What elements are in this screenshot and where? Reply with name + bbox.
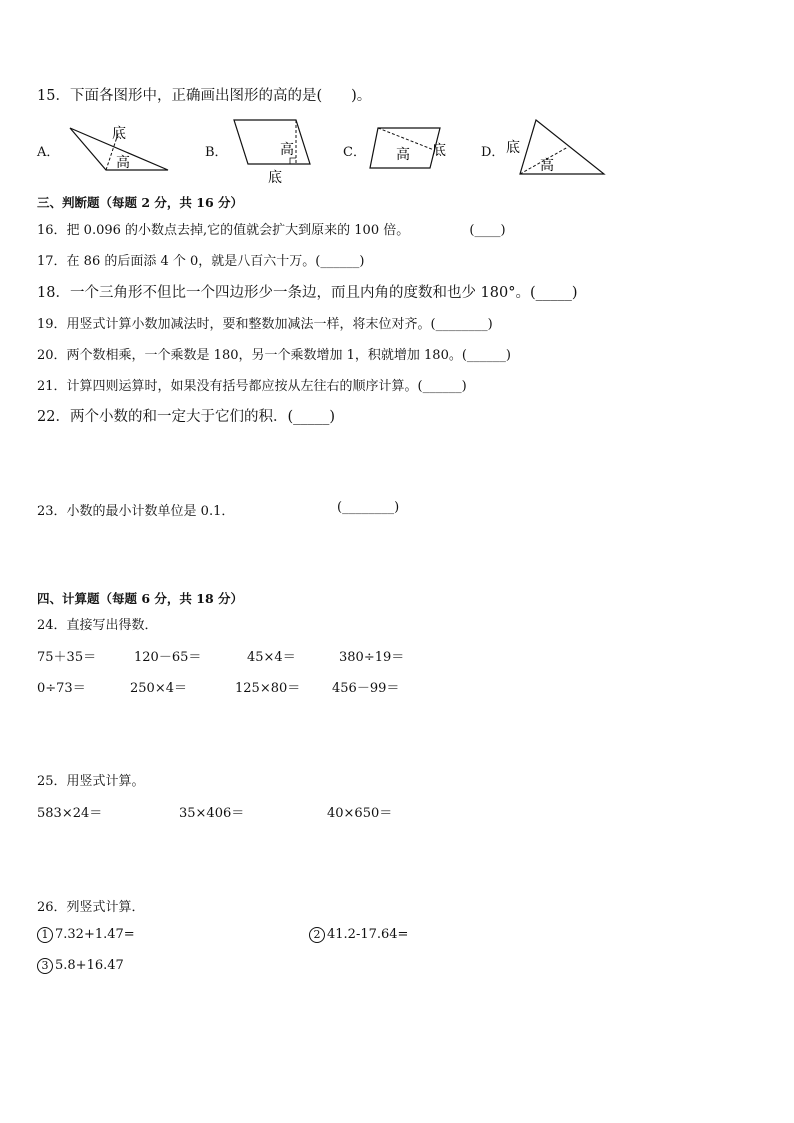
figure-c-height-label: 高 xyxy=(396,147,410,163)
q25-item-2: 35×406＝ xyxy=(179,806,245,821)
figure-a-base-label: 底 xyxy=(112,126,126,142)
question-23-text: 23．小数的最小计数单位是 0.1． xyxy=(37,504,235,519)
question-24-title: 24．直接写出得数． xyxy=(37,618,158,633)
q26-item-3 xyxy=(37,958,124,974)
question-16 xyxy=(37,219,506,238)
q24-item-3: 45×4＝ xyxy=(247,650,296,665)
question-26-title: 26．列竖式计算． xyxy=(37,900,145,915)
section-3-heading: 三、判断题（每题 2 分，共 16 分） xyxy=(37,195,244,210)
answer-blank-23[interactable]: (________) xyxy=(337,500,400,515)
option-b-label: B． xyxy=(205,145,228,160)
figure-d-triangle xyxy=(504,116,608,178)
q26-item-2 xyxy=(309,927,408,943)
option-a-label: A． xyxy=(37,145,60,160)
question-22-text: 22．两个小数的和一定大于它们的积． xyxy=(37,409,288,425)
circled-number-2: 2 xyxy=(309,927,325,943)
question-20-text: 20．两个数相乘，一个乘数是 180，另一个乘数增加 1，积就增加 180。 xyxy=(37,348,462,363)
question-18-text: 18．一个三角形不但比一个四边形少一条边，而且内角的度数和也少 180°。 xyxy=(37,285,530,301)
question-25-title: 25．用竖式计算。 xyxy=(37,774,145,789)
q24-item-8: 456－99＝ xyxy=(332,681,400,696)
q24-item-5: 0÷73＝ xyxy=(37,681,86,696)
figure-d-base-label: 底 xyxy=(506,140,520,156)
question-17-text: 17．在 86 的后面添 4 个 0，就是八百六十万。 xyxy=(37,254,316,269)
question-18 xyxy=(37,281,578,302)
circled-number-3: 3 xyxy=(37,958,53,974)
figure-c-base-label: 底 xyxy=(432,143,446,159)
question-19-text: 19．用竖式计算小数加减法时，要和整数加减法一样，将末位对齐。 xyxy=(37,317,431,332)
question-20 xyxy=(37,344,511,363)
figure-a-height-label: 高 xyxy=(116,155,130,171)
figure-b-base-label: 底 xyxy=(268,170,282,186)
q25-item-3: 40×650＝ xyxy=(327,806,393,821)
question-23 xyxy=(37,500,400,519)
question-19 xyxy=(37,313,493,332)
answer-blank-19[interactable]: (________) xyxy=(430,317,493,332)
question-17 xyxy=(37,250,364,269)
answer-blank-17[interactable]: (______) xyxy=(315,254,365,269)
section-4-heading: 四、计算题（每题 6 分，共 18 分） xyxy=(37,591,244,606)
answer-blank-18[interactable]: (_____) xyxy=(529,285,578,301)
figure-b-parallelogram xyxy=(230,116,316,186)
question-21 xyxy=(37,375,467,394)
answer-blank-20[interactable]: (______) xyxy=(461,348,511,363)
option-c-label: C． xyxy=(343,145,366,160)
q24-item-6: 250×4＝ xyxy=(130,681,187,696)
q26-item-1 xyxy=(37,927,135,943)
figure-a-triangle xyxy=(64,122,174,174)
q26-item-1-expr: 7.32+1.47= xyxy=(55,927,135,942)
q24-item-7: 125×80＝ xyxy=(235,681,301,696)
q26-item-2-expr: 41.2-17.64= xyxy=(327,927,409,942)
answer-blank-21[interactable]: (______) xyxy=(417,379,467,394)
q24-item-4: 380÷19＝ xyxy=(339,650,405,665)
figure-b-height-label: 高 xyxy=(280,142,294,158)
circled-number-1: 1 xyxy=(37,927,53,943)
q26-item-3-expr: 5.8+16.47 xyxy=(55,958,124,973)
question-21-text: 21．计算四则运算时，如果没有括号都应按从左往右的顺序计算。 xyxy=(37,379,418,394)
q24-item-2: 120－65＝ xyxy=(134,650,202,665)
q25-item-1: 583×24＝ xyxy=(37,806,103,821)
figure-c-parallelogram xyxy=(368,122,456,172)
q24-item-1: 75＋35＝ xyxy=(37,650,97,665)
question-16-text: 16．把 0.096 的小数点去掉,它的值就会扩大到原来的 100 倍。 xyxy=(37,223,410,238)
answer-blank-16[interactable]: (____) xyxy=(469,223,506,238)
question-22 xyxy=(37,405,335,426)
answer-blank-22[interactable]: (_____) xyxy=(287,409,336,425)
question-15-text: 15．下面各图形中，正确画出图形的高的是( )。 xyxy=(37,88,372,104)
figure-d-height-label: 高 xyxy=(540,158,554,174)
option-d-label: D． xyxy=(481,145,505,160)
